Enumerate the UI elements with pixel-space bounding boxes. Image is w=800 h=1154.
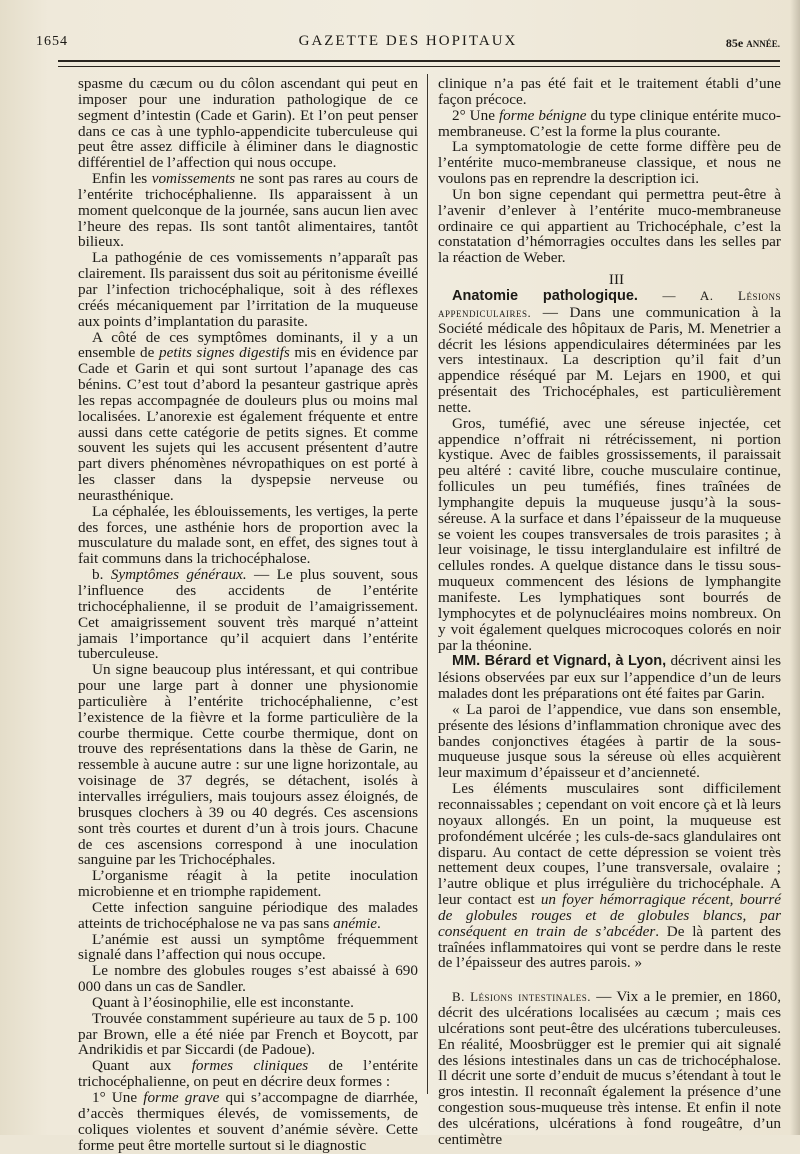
paragraph: MM. Bérard et Vignard, à Lyon, décrivent ainsi les lésions observées par eux sur l’appendice d’un de leurs malades dont les préparations ont été faites par Garin. [438,652,781,703]
paragraph: b. Symptômes généraux. — Le plus souvent, sous l’influence des accidents de l’entérite trichocéphalienne, il se produit de l’amaigrissement. Cet amaigrissement souvent très marqué n’atteint jamais l’importance qu’il acquiert dans l’entérite tuberculeuse. [78,566,419,663]
page-edge-shadow [790,0,800,1135]
paragraph: clinique n’a pas été fait et le traitement établi d’une façon précoce. [438,75,781,108]
quote-paragraph: Les éléments musculaires sont difficilement reconnaissables ; cependant on voit encore çà et là leurs noyaux allongés. En un point, la muqueuse est profondément ulcérée ; les culs-de-sacs glandulaires ont disparu. Au contact de cette dépression se voient très nettement deux coupes, l’une transversale, ovalaire ; l’autre oblique et plus irrégulière du trichocéphale. A leur contact est un foyer hémorragique récent, bourré de globules rouges et de globules blancs, par conséquent en train de s’abcéder. De là partent des traînées inflammatoires qui vont se perdre dans le reste de l’épaisseur des autres parois. » [438,780,781,972]
paragraph: Enfin les vomissements ne sont pas rares au cours de l’entérite trichocéphalienne. Ils apparaissent à un moment quelconque de la journée, sans aucun lien avec l’heure des repas. Ils sont tantôt alimentaires, tantôt bilieux. [78,170,418,251]
subsection-heading: — A. Lésions appendiculaires. [438,287,781,320]
section-heading: Anatomie pathologique. [452,287,638,304]
paragraph: Le nombre des globules rouges s’est abaissé à 690 000 dans un cas de Sandler. [78,962,418,996]
header-rule-thick [58,60,780,62]
year-label [726,36,780,51]
section-heading-paragraph: Anatomie pathologique. — A. Lésions appendiculaires. — Dans une communication à la Société médicale des hôpitaux de Paris, M. Menetrier a décrit les lésions appendiculaires déterminées par les vers intestinaux. La description qu’il fait d’un appendice réséqué par M. Lejars en 1900, et qui présentait des Trichocéphales, est particulièrement nette. [438,287,781,416]
paragraph: Un bon signe cependant qui permettra peut-être à l’avenir d’enlever à l’entérite muco-membraneuse ordinaire ce qui appartient au Trichocéphale, c’est la constatation d’hémorragies occultes dans les selles par la réaction de Weber. [438,185,781,267]
page-number: 1654 [36,34,68,49]
paragraph: Un signe beaucoup plus intéressant, et qui contribue pour une large part à donner une physionomie particulière à l’entérite trichocéphalienne, c’est l’existence de la fièvre et la forme particulière de la courbe thermique. Cette courbe thermique, dont on trouve des représentations dans la thèse de Garin, ne ressemble à aucune autre : sur une ligne horizontale, au voisinage de 37 degrés, se détachent, isolés à intervalles irréguliers, mais toujours assez éloignés, de brusques clochers à 39 ou 40 degrés. Ces ascensions sont très courtes et durent d’un à trois jours. Chacune de ces ascensions correspond à une inoculation sanguine par les Trichocéphales. [78,661,418,869]
year-number: 85e [725,36,744,50]
header-rule-thin [58,66,780,67]
paragraph: L’anémie est aussi un symptôme fréquemment signalé dans l’affection qui nous occupe. [78,930,418,964]
paragraph: La céphalée, les éblouissements, les vertiges, la perte des forces, une asthénie hors de proportion avec la musculature du malade sont, en effet, des signes tout à fait communs dans la trichocéphalose. [78,502,418,568]
paragraph: Gros, tuméfié, avec une séreuse injectée, cet appendice n’offrait ni rétrécissement, ni portion kystique. Avec de faibles grossissements, il paraissait peu altéré : cavité libre, couche musculaire continue, follicules un peu tuméfiés, fines traînées de lymphangite depuis la muqueuse jusqu’à la sous-séreuse. A la surface et dans l’épaisseur de la muqueuse se voient les coupes transversales de trois parasites ; à leur voisinage, le tissu interglandulaire est infiltré de cellules rondes. A quelque distance dans le tissu sous-muqueux commencent des lésions de lymphangite manifeste. Les lymphatiques sont bourrés de lymphocytes et de polynucléaires moins nombreux. On y voit également quelques microcoques colorés en noir par la théonine. [438,414,781,654]
paragraph: L’organisme réagit à la petite inoculation microbienne et en triomphe rapidement. [78,867,418,901]
paragraph: La symptomatologie de cette forme diffère peu de l’entérite muco-membraneuse classique, et nous ne voulons pas en reprendre la description ici. [438,138,781,188]
paragraph: La pathogénie de ces vomissements n’apparaît pas clairement. Ils paraissent dus soit au péritonisme éveillé par l’infection trichocéphalique, soit à des réflexes créés mécaniquement par l’irritation de la muqueuse aux points d’implantation du parasite. [78,249,418,330]
section-number: III [608,271,625,289]
left-column [78,76,418,1153]
journal-title: GAZETTE DES HOPITAUX [298,33,518,49]
subsection-paragraph: B. Lésions intestinales. — Vix a le premier, en 1860, décrit des ulcérations localisées au cæcum ; mais ces ulcérations sont peut-être des ulcérations tuberculeuses. En réalité, Moosbrügger est le premier qui ait signalé des lésions intestinales dans un cas de trichocéphalose. Il décrit une sorte d’enduit de mucus s’étendant à tout le gros intestin. Il reconnaît également la présence d’une congestion sous-muqueuse très intense. Et enfin il note des ulcérations, ulcérations à fond rougeâtre, d’un centimètre [438,988,782,1148]
paragraph: 1° Une forme grave qui s’accompagne de diarrhée, d’accès thermiques élevés, de vomissements, de coliques violentes et souvent d’anémie sévère. Cette forme peut être mortelle surtout si le diagnostic [78,1089,418,1154]
paragraph: Quant aux formes cliniques de l’entérite trichocéphalienne, on peut en décrire deux formes : [78,1057,418,1091]
subsection-heading: B. Lésions intestinales. [452,989,591,1005]
paragraph: Cette infection sanguine périodique des malades atteints de trichocéphalose ne va pas sans anémie. [78,898,418,932]
right-column [438,76,781,1148]
paragraph: Quant à l’éosinophilie, elle est inconstante. [92,993,354,1011]
year-word: ANNÉE. [746,39,780,49]
column-divider [427,74,428,1094]
paragraph: Trouvée constamment supérieure au taux de 5 p. 100 par Brown, elle a été niée par French et Boycott, par Andrikidis et par Siccardi (de Padoue). [78,1009,418,1059]
paragraph: A côté de ces symptômes dominants, il y a un ensemble de petits signes digestifs mis en évidence par Cade et Garin et qui sont surtout l’apanage des cas bénins. C’est tout d’abord la pesanteur gastrique après les repas accompagnée de douleurs plus ou moins mal localisées. L’anorexie est également fréquente et entre aussi dans cette catégorie de petits signes. Et comme souvent les sujets qui les accusent présentent d’autre part divers phénomènes névropathiques on est porté à les classer dans la dyspepsie nerveuse ou neurasthénique. [78,328,418,504]
quote-paragraph: « La paroi de l’appendice, vue dans son ensemble, présente des lésions d’inflammation chronique avec des bandes conjonctives étagées à partir de la sous-muqueuse jusque sous la séreuse où elles acquièrent leur maximum d’épaisseur et d’ancienneté. [438,700,781,782]
running-header [36,30,780,54]
paragraph: spasme du cæcum ou du côlon ascendant qui peut en imposer pour une induration pathologique de ce segment d’intestin (Cade et Garin). Et l’on peut penser dans ce cas à une typhlo-appendicite tuberculeuse qui peut être assez difficile à éliminer dans le diagnostic différentiel de l’affection qui nous occupe. [78,75,418,172]
authors: MM. Bérard et Vignard, à Lyon, [452,653,667,670]
paragraph: 2° Une forme bénigne du type clinique entérite muco-membraneuse. C’est la forme la plus courante. [438,106,781,140]
